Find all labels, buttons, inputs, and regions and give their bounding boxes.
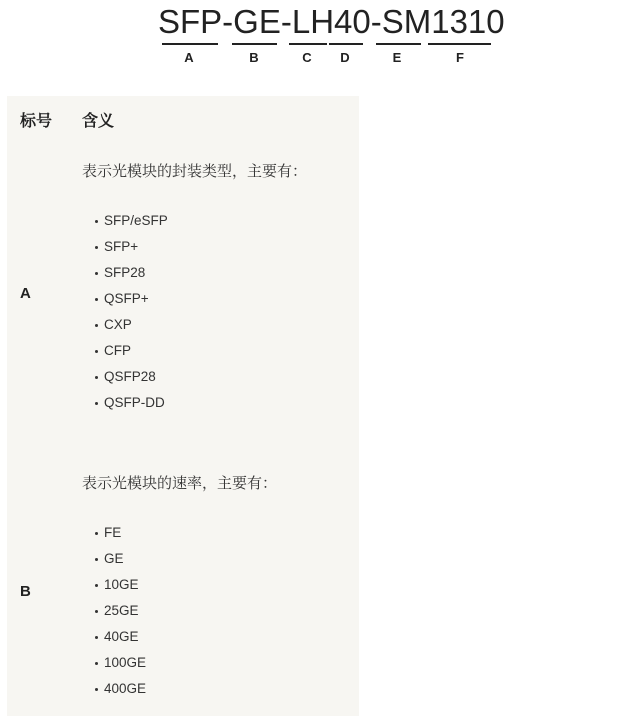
- segment-label-c: C: [302, 50, 312, 65]
- list-item: 25GE: [95, 598, 146, 624]
- row-b-description: 表示光模块的速率，主要有：: [82, 474, 278, 492]
- header-meaning: 含义: [82, 111, 115, 130]
- meaning-table: [7, 96, 359, 716]
- part-number-code: SFP-GE-LH40-SM1310: [158, 3, 505, 40]
- segment-label-b: B: [249, 50, 259, 65]
- list-item: 40GE: [95, 624, 146, 650]
- segment-label-f: F: [456, 50, 464, 65]
- list-item: SFP28: [95, 260, 168, 286]
- row-b-list: [95, 520, 146, 702]
- row-a-description: 表示光模块的封装类型，主要有：: [82, 162, 308, 180]
- row-a-list: [95, 208, 168, 416]
- part-number-svg: [0, 0, 623, 80]
- list-item: 400GE: [95, 676, 146, 702]
- header-mark: 标号: [20, 111, 53, 130]
- list-item: SFP+: [95, 234, 168, 260]
- list-item: SFP/eSFP: [95, 208, 168, 234]
- list-item: CFP: [95, 338, 168, 364]
- list-item: QSFP28: [95, 364, 168, 390]
- list-item: QSFP+: [95, 286, 168, 312]
- list-item: FE: [95, 520, 146, 546]
- row-a-mark: A: [20, 285, 31, 302]
- list-item: 100GE: [95, 650, 146, 676]
- segment-label-e: E: [392, 50, 402, 65]
- list-item: CXP: [95, 312, 168, 338]
- list-item: 10GE: [95, 572, 146, 598]
- part-number-diagram: [0, 0, 623, 80]
- row-b-mark: B: [20, 583, 31, 600]
- segment-label-d: D: [340, 50, 350, 65]
- list-item: QSFP-DD: [95, 390, 168, 416]
- list-item: GE: [95, 546, 146, 572]
- segment-label-a: A: [184, 50, 194, 65]
